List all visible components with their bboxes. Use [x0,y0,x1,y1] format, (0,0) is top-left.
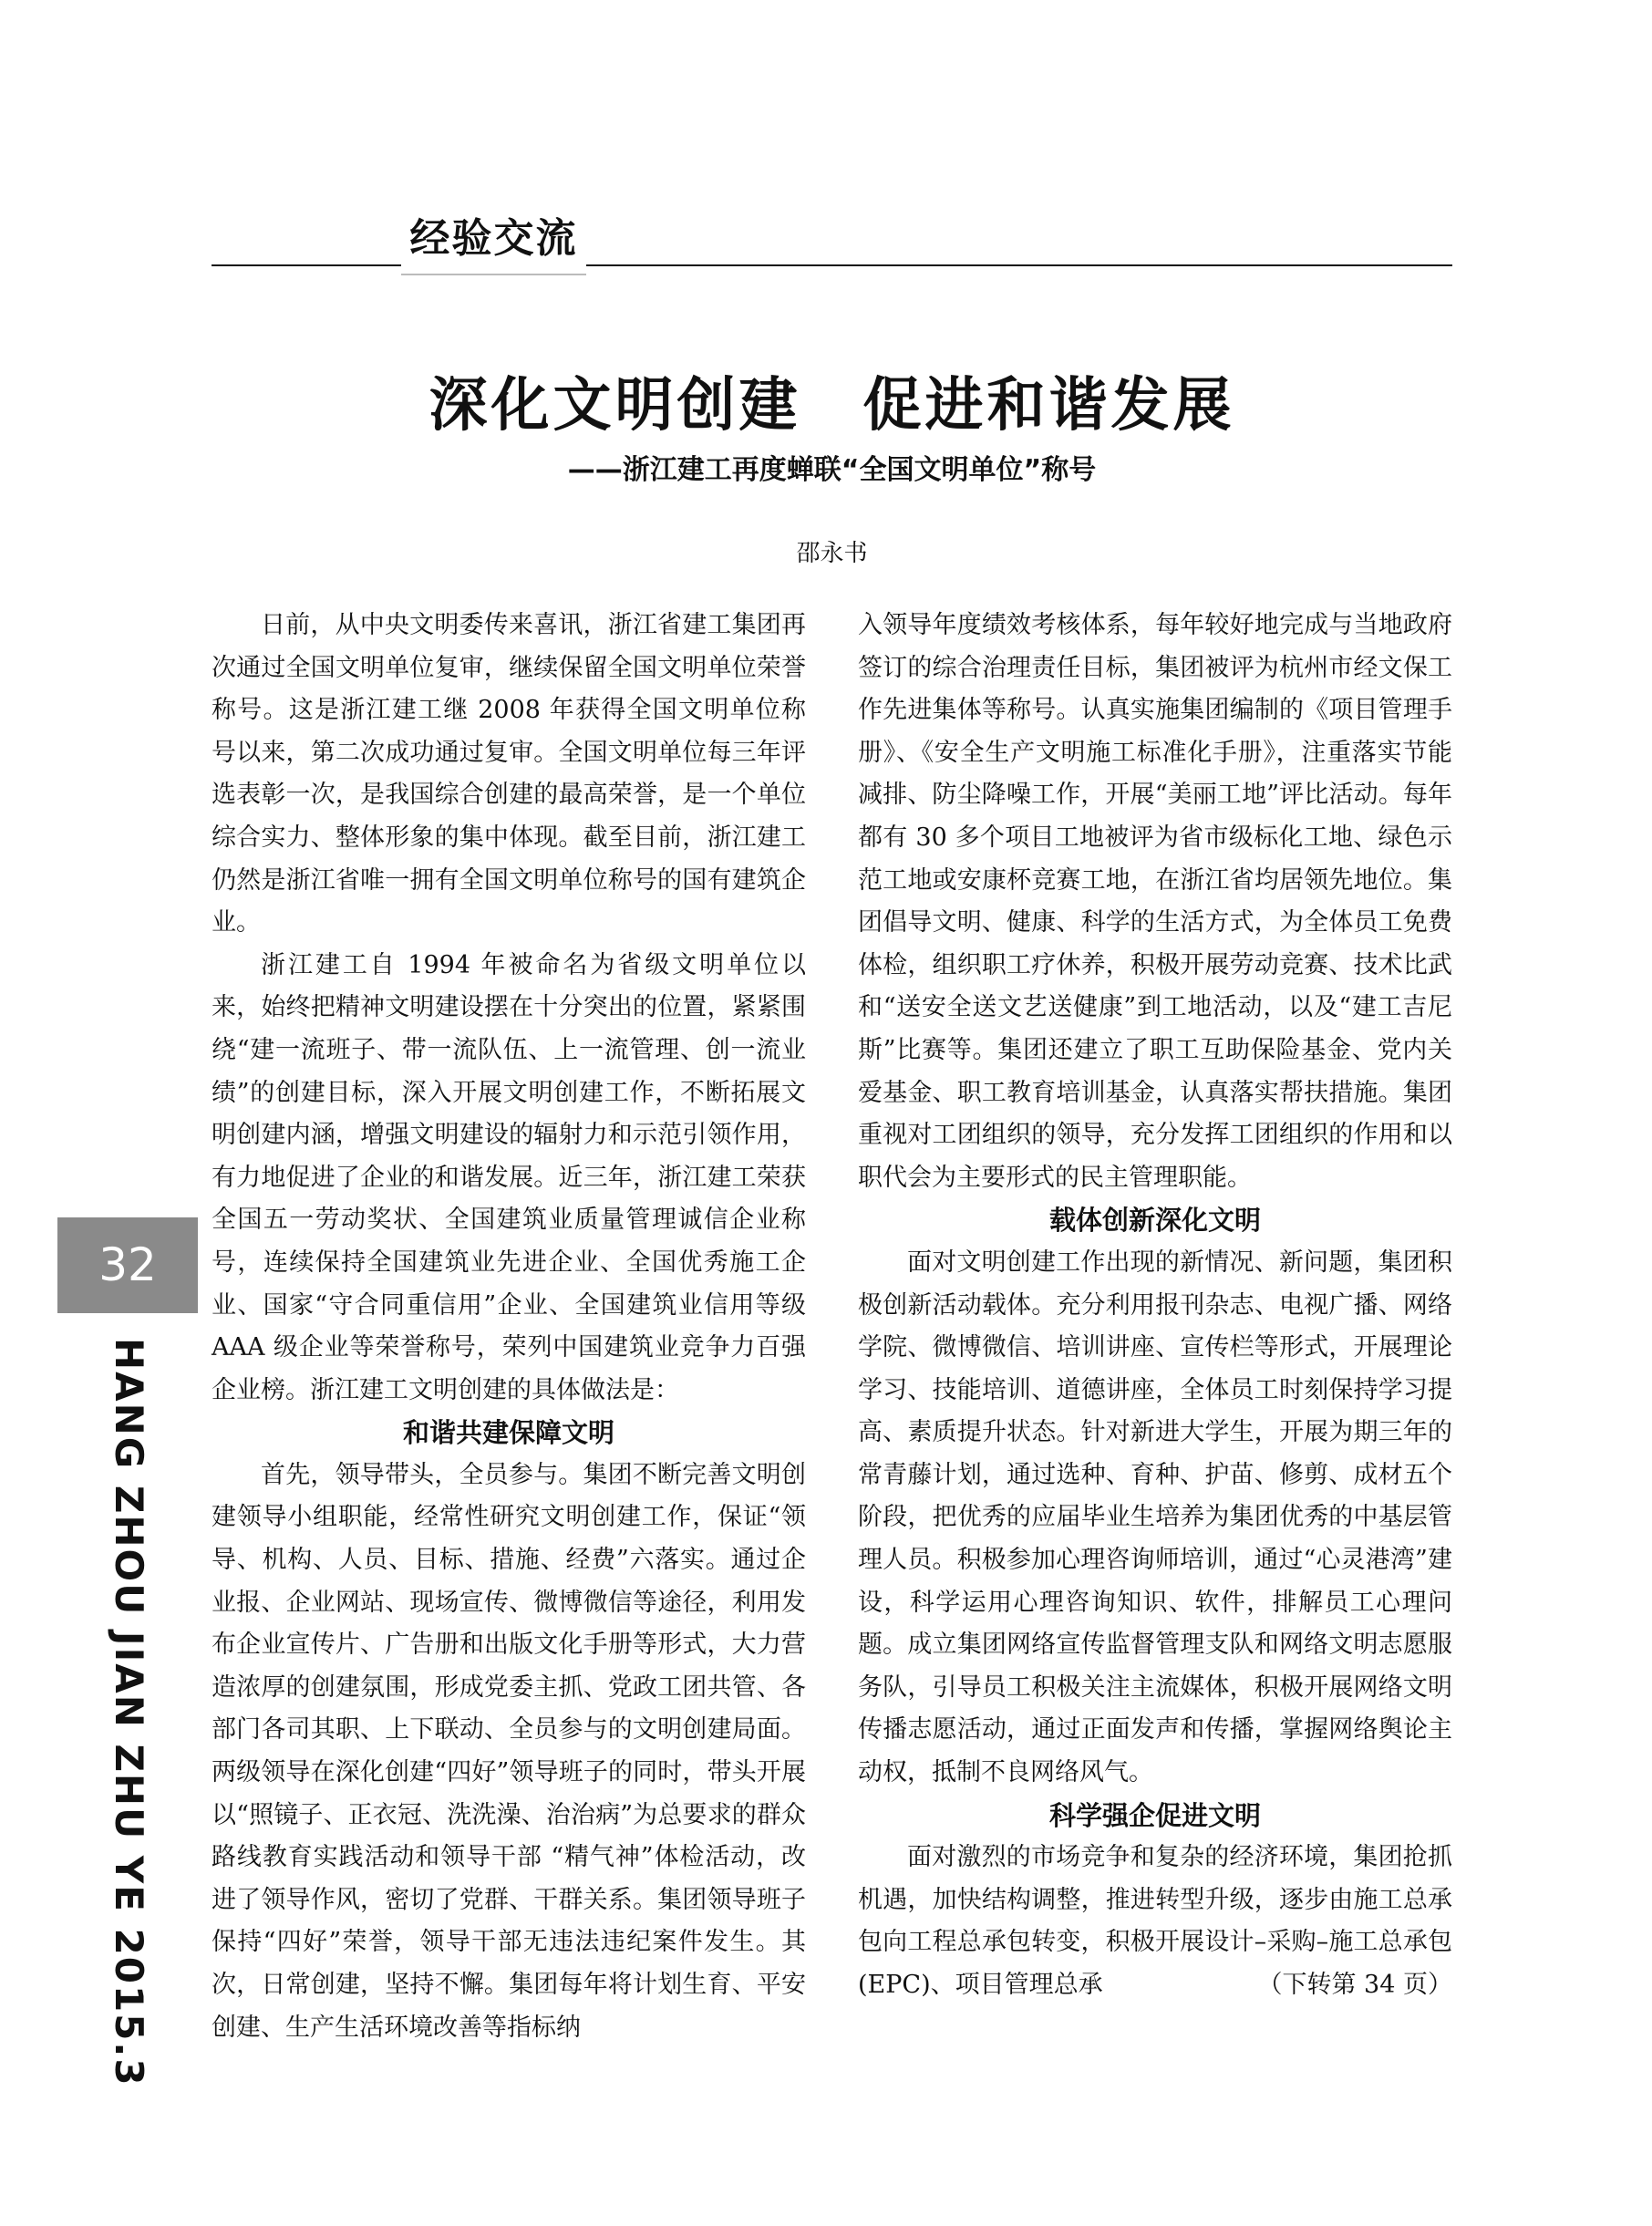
section-heading: 科学强企促进文明 [1048,1799,1261,1831]
right-column [858,605,1452,2027]
article-author: 邵永书 [796,540,868,567]
section-label: 经验交流 [409,215,578,262]
journal-name-vertical: HANG ZHOU JIAN ZHU YE 2015.3 [107,1338,151,2087]
article-title: 深化文明创建 促进和谐发展 [428,372,1235,440]
section-heading: 和谐共建保障文明 [402,1417,614,1449]
paragraph-text: 面对激烈的市场竞争和复杂的经济环境，集团抢抓机遇，加快结构调整，推进转型升级，逐步由施工总承包向工程总承包转变，积极开展设计–采购–施工总承包(EPC)、项目管理总承 [858,1843,1452,1999]
continued-note: （下转第 34 页） [1257,1971,1452,1999]
section-rule-right [586,264,1452,266]
left-column [212,605,806,2042]
paragraph: 入领导年度绩效考核体系，每年较好地完成与当地政府签订的综合治理责任目标，集团被评为杭州市经文保工作先进集体等称号。认真实施集团编制的《项目管理手册》、《安全生产文明施工标准化手册》，注重落实节能减排、防尘降噪工作，开展“美丽工地”评比活动。每年都有 30 多个项目工地被评为省市级标化工地、绿色示范工地或安康杯竞赛工地，在浙江省均居领先地位。集团倡导文明、健康、科学的生活方式，为全体员工免费体检，组织职工疗休养，积极开展劳动竞赛、技术比武和“送安全送文艺送健康”到工地活动，以及“建工吉尼斯”比赛等。集团还建立了职工互助保险基金、党内关爱基金、职工教育培训基金，认真落实帮扶措施。集团重视对工团组织的领导，充分发挥工团组织的作用和以职代会为主要形式的民主管理职能。 [858,611,1452,1192]
page-number-tab: 32 [57,1217,198,1313]
paragraph: 面对文明创建工作出现的新情况、新问题，集团积极创新活动载体。充分利用报刊杂志、电视广播、网络学院、微博微信、培训讲座、宣传栏等形式，开展理论学习、技能培训、道德讲座，全体员工时刻保持学习提高、素质提升状态。针对新进大学生，开展为期三年的常青藤计划，通过选种、育种、护苗、修剪、成材五个阶段，把优秀的应届毕业生培养为集团优秀的中基层管理人员。积极参加心理咨询师培训，通过“心灵港湾”建设，科学运用心理咨询知识、软件，排解员工心理问题。成立集团网络宣传监督管理支队和网络文明志愿服务队，引导员工积极关注主流媒体，积极开展网络文明传播志愿活动，通过正面发声和传播，掌握网络舆论主动权，抵制不良网络风气。 [858,1248,1452,1787]
section-rule-left [212,264,401,266]
paragraph: 浙江建工自 1994 年被命名为省级文明单位以来，始终把精神文明建设摆在十分突出的位置，紧紧围绕“建一流班子、带一流队伍、上一流管理、创一流业绩”的创建目标，深入开展文明创建工作，不断拓展文明创建内涵，增强文明建设的辐射力和示范引领作用，有力地促进了企业的和谐发展。近三年，浙江建工荣获全国五一劳动奖状、全国建筑业质量管理诚信企业称号，连续保持全国建筑业先进企业、全国优秀施工企业、国家“守合同重信用”企业、全国建筑业信用等级 AAA 级企业等荣誉称号，荣列中国建筑业竞争力百强企业榜。浙江建工文明创建的具体做法是： [212,950,806,1404]
paragraph: 首先，领导带头，全员参与。集团不断完善文明创建领导小组职能，经常性研究文明创建工作，保证“领导、机构、人员、目标、措施、经费”六落实。通过企业报、企业网站、现场宣传、微博微信等途径，利用发布企业宣传片、广告册和出版文化手册等形式，大力营造浓厚的创建氛围，形成党委主抓、党政工团共管、各部门各司其职、上下联动、全员参与的文明创建局面。两级领导在深化创建“四好”领导班子的同时，带头开展以“照镜子、正衣冠、洗洗澡、治治病”为总要求的群众路线教育实践活动和领导干部 “精气神”体检活动，改进了领导作风，密切了党群、干群关系。集团领导班子保持“四好”荣誉，领导干部无违法违纪案件发生。其次，日常创建，坚持不懈。集团每年将计划生育、平安创建、生产生活环境改善等指标纳 [212,1460,806,2042]
article-subtitle: ——浙江建工再度蝉联“全国文明单位”称号 [567,454,1097,486]
section-label-underline [401,274,586,275]
paragraph: 日前，从中央文明委传来喜讯，浙江省建工集团再次通过全国文明单位复审，继续保留全国文明单位荣誉称号。这是浙江建工继 2008 年获得全国文明单位称号以来，第二次成功通过复审。全国文明单位每三年评选表彰一次，是我国综合创建的最高荣誉，是一个单位综合实力、整体形象的集中体现。截至目前，浙江建工仍然是浙江省唯一拥有全国文明单位称号的国有建筑企业。 [212,611,806,937]
section-heading: 载体创新深化文明 [1048,1205,1261,1237]
paragraph [858,1837,1452,2006]
